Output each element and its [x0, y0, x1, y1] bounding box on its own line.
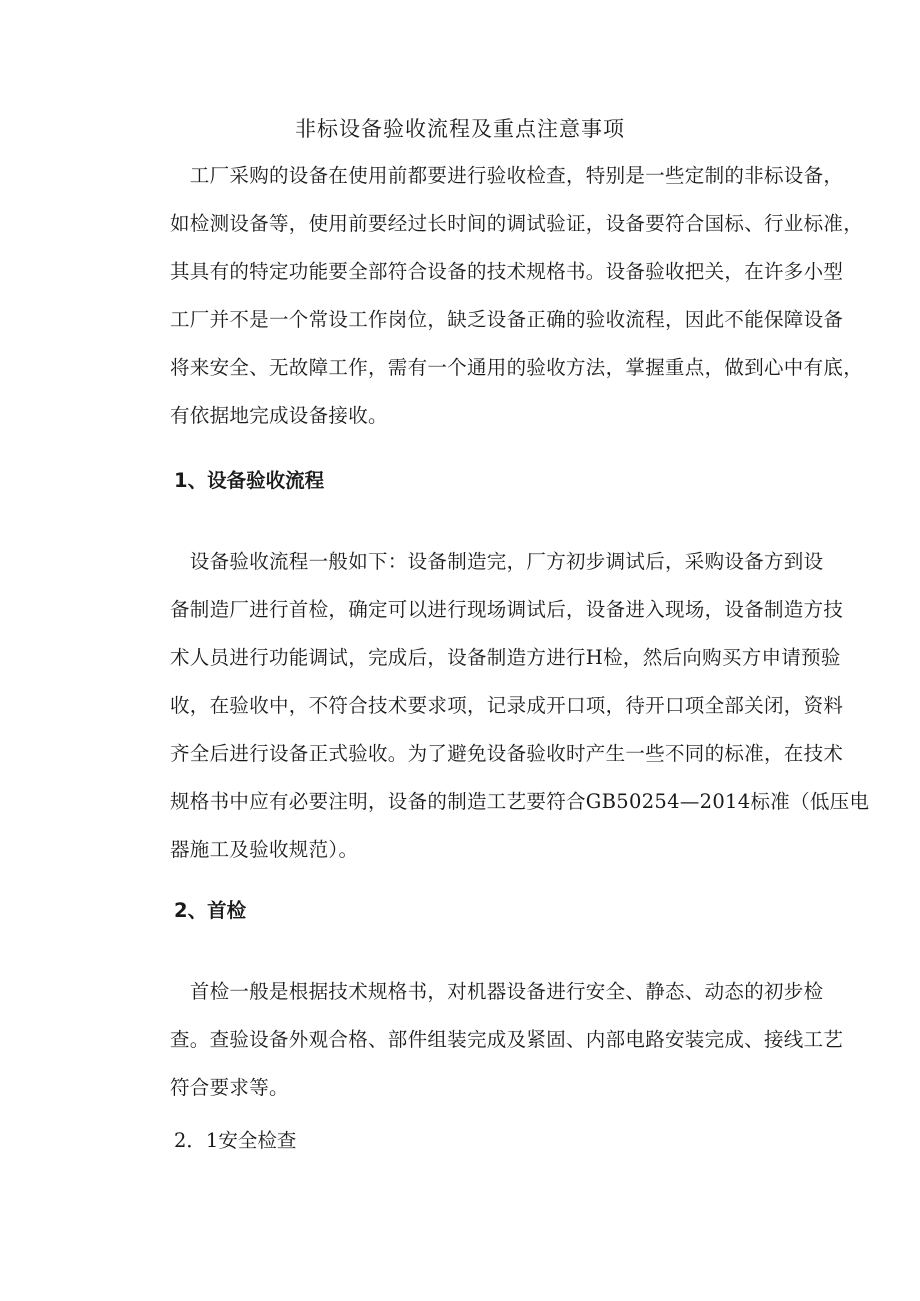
- paragraph-line: 规格书中应有必要注明，设备的制造工艺要符合GB50254—2014标准（低压电: [170, 790, 870, 813]
- section1-paragraph: [170, 538, 870, 874]
- paragraph-line: 将来安全、无故障工作，需有一个通用的验收方法，掌握重点，做到心中有底，: [170, 356, 864, 379]
- paragraph-line: 术人员进行功能调试，完成后，设备制造方进行H检，然后向购买方申请预验: [170, 646, 841, 669]
- paragraph-line: 首检一般是根据技术规格书，对机器设备进行安全、静态、动态的初步检: [170, 980, 824, 1003]
- paragraph-line: 备制造厂进行首检，确定可以进行现场调试后，设备进入现场，设备制造方技: [170, 598, 844, 621]
- paragraph-line: 工厂采购的设备在使用前都要进行验收检查，特别是一些定制的非标设备，: [170, 164, 844, 187]
- paragraph-line: 收，在验收中，不符合技术要求项，记录成开口项，待开口项全部关闭，资料: [170, 694, 844, 717]
- intro-paragraph: [170, 152, 864, 440]
- paragraph-line: 如检测设备等，使用前要经过长时间的调试验证，设备要符合国标、行业标准，: [170, 212, 864, 235]
- section2-paragraph: [170, 968, 844, 1112]
- paragraph-line: 符合要求等。: [170, 1076, 289, 1099]
- paragraph-line: 齐全后进行设备正式验收。为了避免设备验收时产生一些不同的标准，在技术: [170, 742, 844, 765]
- paragraph-line: 工厂并不是一个常设工作岗位，缺乏设备正确的验收流程，因此不能保障设备: [170, 308, 844, 331]
- paragraph-line: 设备验收流程一般如下：设备制造完，厂方初步调试后，采购设备方到设: [170, 550, 824, 573]
- paragraph-line: 有依据地完成设备接收。: [170, 404, 388, 427]
- paragraph-line: 查。查验设备外观合格、部件组装完成及紧固、内部电路安装完成、接线工艺: [170, 1028, 844, 1051]
- document-title: 非标设备验收流程及重点注意事项: [295, 117, 625, 141]
- section-heading-2-1: 2．1安全检查: [174, 1129, 297, 1152]
- section-heading-2: 2、首检: [174, 899, 247, 922]
- paragraph-line: 其具有的特定功能要全部符合设备的技术规格书。设备验收把关，在许多小型: [170, 260, 844, 283]
- paragraph-line: 器施工及验收规范）。: [170, 838, 359, 861]
- section-heading-1: 1、设备验收流程: [174, 469, 325, 492]
